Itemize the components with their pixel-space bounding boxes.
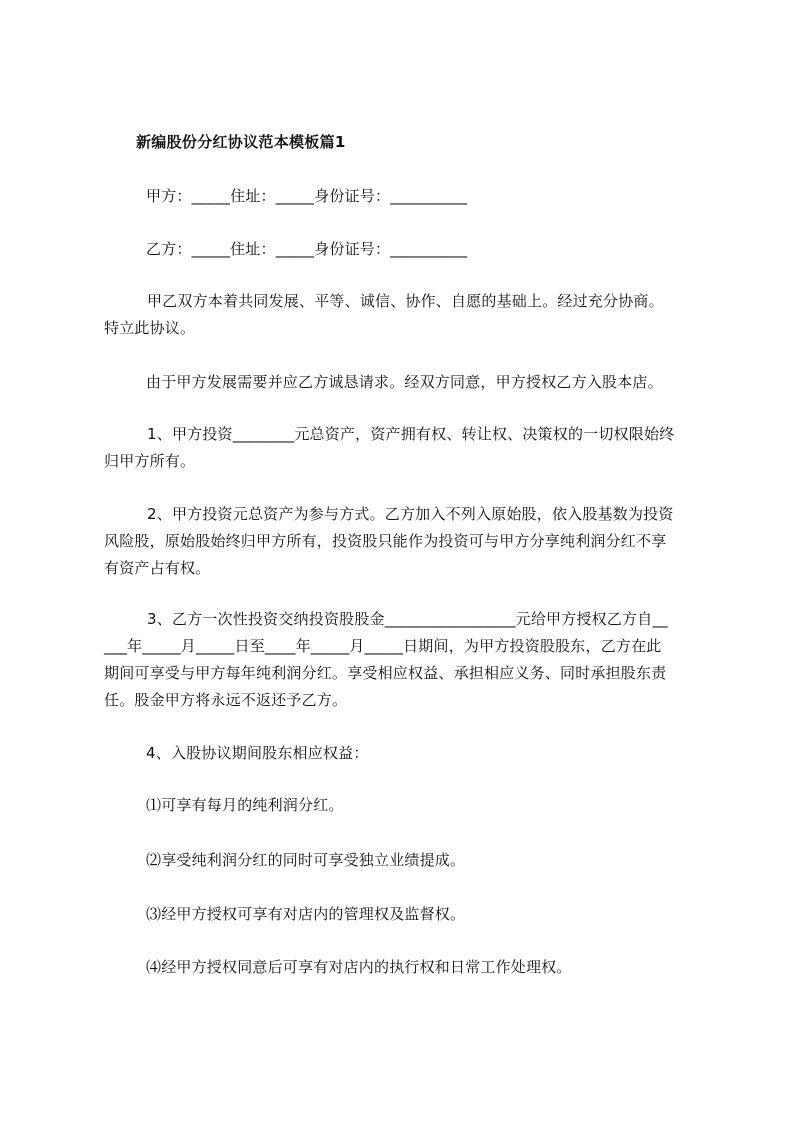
clause-3-line-1: 3、乙方一次性投资交纳投资股股金_________________元给甲方授权乙方自__ <box>147 610 668 628</box>
party-b-line: 乙方：_____住址：_____身份证号：__________ <box>146 240 468 258</box>
intro-paragraph <box>104 288 704 342</box>
intro-line-2: 特立此协议。 <box>104 319 196 337</box>
right-item-3: ⑶经甲方授权可享有对店内的管理权及监督权。 <box>146 905 466 923</box>
clause-2-line-2: 风险股，原始股始终归甲方所有，投资股只能作为投资可与甲方分享纯利润分红不享 <box>104 532 667 550</box>
clause-3 <box>104 606 704 714</box>
clause-3-line-2: ___年_____月_____日至____年_____月_____日期间，为甲方投资股股东，乙方在此 <box>104 637 662 655</box>
clause-1 <box>104 421 704 475</box>
clause-2-line-1: 2、甲方投资元总资产为参与方式。乙方加入不列入原始股，依入股基数为投资 <box>147 505 674 523</box>
clause-2-line-3: 有资产占有权。 <box>104 559 211 577</box>
clause-1-line-2: 归甲方所有。 <box>104 452 196 470</box>
clause-3-line-4: 任。股金甲方将永远不返还予乙方。 <box>104 691 348 709</box>
right-item-4: ⑷经甲方授权同意后可享有对店内的执行权和日常工作处理权。 <box>146 958 572 976</box>
reason-paragraph: 由于甲方发展需要并应乙方诚恳请求。经双方同意，甲方授权乙方入股本店。 <box>146 373 663 391</box>
intro-line-1: 甲乙双方本着共同发展、平等、诚信、协作、自愿的基础上。经过充分协商。 <box>147 292 664 310</box>
clause-1-line-1: 1、甲方投资________元总资产，资产拥有权、转让权、决策权的一切权限始终 <box>147 425 675 443</box>
clause-3-line-3: 期间可享受与甲方每年纯利润分红。享受相应权益、承担相应义务、同时承担股东责 <box>104 664 667 682</box>
clause-2 <box>104 501 704 582</box>
clause-4-heading: 4、入股协议期间股东相应权益： <box>146 744 369 762</box>
right-item-1: ⑴可享有每月的纯利润分红。 <box>146 796 344 814</box>
right-item-2: ⑵享受纯利润分红的同时可享受独立业绩提成。 <box>146 851 466 869</box>
party-a-line: 甲方：_____住址：_____身份证号：__________ <box>146 187 468 205</box>
document-title: 新编股份分红协议范本模板篇1 <box>136 133 346 151</box>
